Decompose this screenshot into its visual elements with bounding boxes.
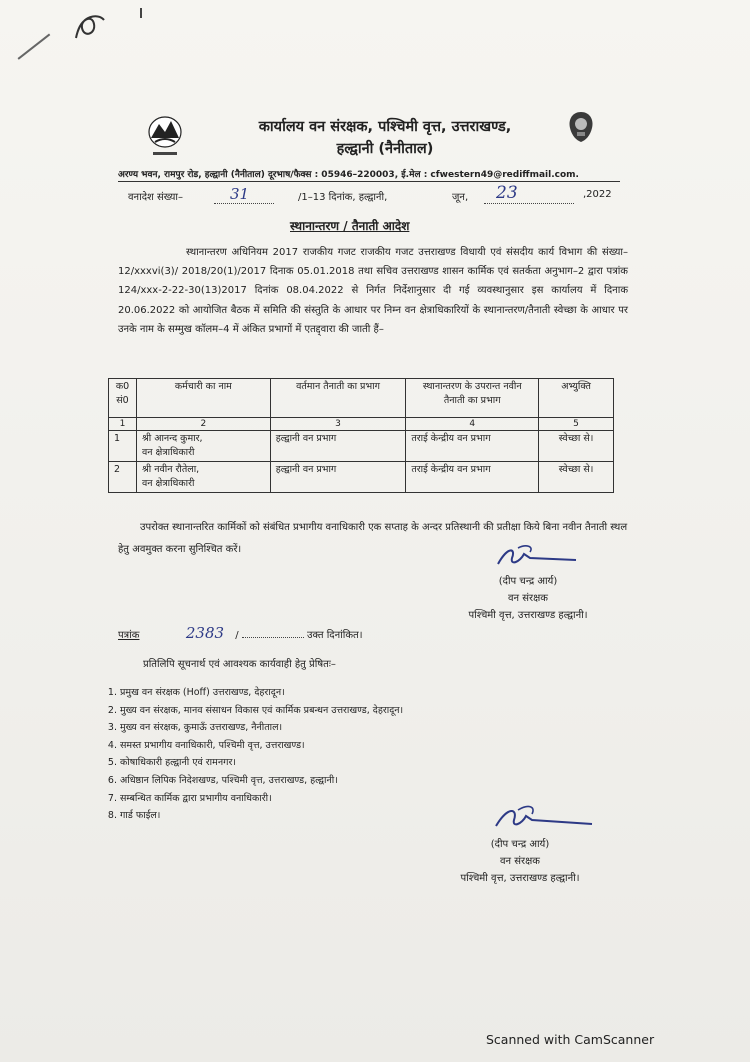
margin-stroke: [18, 34, 50, 60]
row-sno: 2: [109, 462, 137, 493]
col-number: 3: [270, 418, 406, 431]
signature-block-1: [438, 573, 618, 624]
row-employee-name: श्री नवीन रौतेला,: [141, 464, 200, 475]
header-sno: क0 सं0: [109, 379, 137, 418]
table-header-row: [109, 379, 614, 418]
closing-paragraph: उपरोक्त स्थानान्तरित कार्मिकों को संबंधित प्रभागीय वनाधिकारी एक सप्ताह के अन्दर प्रतिस्थानी की प्रतीक्षा किये बिना नवीन तैनाती स्थल हेतु अवमुक्त करना सुनिश्चित करें।: [118, 522, 628, 555]
list-item: 8. गार्ड फाईल।: [120, 807, 403, 825]
copy-intro: प्रतिलिपि सूचनार्थ एवं आवश्यक कार्यवाही हेतु प्रेषितः–: [143, 659, 336, 670]
office-title: [195, 116, 575, 160]
signatory-title: वन संरक्षक: [500, 856, 540, 867]
col-number: 5: [539, 418, 614, 431]
list-item: 2. मुख्य वन संरक्षक, मानव संसाधन विकास एवं कार्मिक प्रबन्धन उत्तराखण्ड, देहरादून।: [120, 702, 403, 720]
forest-department-logo-icon: [143, 112, 187, 160]
signature-scribble-2: [488, 802, 598, 838]
signatory-name: (दीप चन्द्र आर्य): [490, 839, 550, 850]
row-employee-designation: वन क्षेत्राधिकारी: [141, 478, 195, 489]
row-employee-name: श्री आनन्द कुमार,: [141, 433, 203, 444]
patrank-suffix: उक्त दिनांकित।: [306, 630, 363, 641]
order-year: ,2022: [583, 189, 612, 200]
signatory-office: पश्चिमी वृत्त, उत्तराखण्ड हल्द्वानी।: [460, 873, 580, 884]
col-number: 4: [406, 418, 539, 431]
scanner-watermark: Scanned with CamScanner: [486, 1032, 655, 1047]
col-number: 1: [109, 418, 137, 431]
row-new-division: तराई केन्द्रीय वन प्रभाग: [406, 431, 539, 462]
copy-recipient-list: [88, 684, 403, 825]
punch-mark: [140, 8, 142, 18]
order-series: /1–13 दिनांक, हल्द्वानी,: [298, 192, 388, 203]
table-column-number-row: [109, 418, 614, 431]
order-day-handwritten: 23: [496, 183, 518, 203]
table-row: [109, 462, 614, 493]
row-employee: [136, 462, 270, 493]
row-current-division: हल्द्वानी वन प्रभाग: [270, 462, 406, 493]
list-item: 1. प्रमुख वन संरक्षक (Hoff) उत्तराखण्ड, देहरादून।: [120, 684, 403, 702]
order-number-handwritten: 31: [230, 185, 250, 203]
patrank-number-handwritten: 2383: [185, 624, 225, 642]
header-current-division: वर्तमान तैनाती का प्रभाग: [270, 379, 406, 418]
list-item: 5. कोषाधिकारी हल्द्वानी एवं रामनगर।: [120, 754, 403, 772]
row-new-division: तराई केन्द्रीय वन प्रभाग: [406, 462, 539, 493]
signature-block-2: [420, 836, 620, 887]
contact-line: अरण्य भवन, रामपुर रोड, हल्द्वानी (नैनीताल) दूरभाष/फैक्स : 05946–220003, ई.मेल : cfwestern49@rediffmail.com.: [118, 170, 579, 180]
patrank-line: पत्रांक 2383 / उक्त दिनांकित।: [118, 624, 363, 642]
col-number: 2: [136, 418, 270, 431]
list-item: 3. मुख्य वन संरक्षक, कुमाऊँ उत्तराखण्ड, नैनीताल।: [120, 719, 403, 737]
row-employee-designation: वन क्षेत्राधिकारी: [141, 447, 195, 458]
signatory-title: वन संरक्षक: [508, 593, 548, 604]
order-heading: स्थानान्तरण / तैनाती आदेश: [290, 219, 410, 233]
signature-scribble-1: [490, 542, 580, 574]
header-name: कर्मचारी का नाम: [136, 379, 270, 418]
header-remark: अभ्युक्ति: [539, 379, 614, 418]
row-sno: 1: [109, 431, 137, 462]
list-item: 7. सम्बन्धित कार्मिक द्वारा प्रभागीय वनाधिकारी।: [120, 790, 403, 808]
order-month: जून,: [452, 192, 469, 203]
row-current-division: हल्द्वानी वन प्रभाग: [270, 431, 406, 462]
row-remark: स्वेच्छा से।: [539, 431, 614, 462]
order-number-row: [118, 183, 620, 205]
office-title-line2: हल्द्वानी (नैनीताल): [336, 141, 434, 157]
table-row: [109, 431, 614, 462]
list-item: 4. समस्त प्रभागीय वनाधिकारी, पश्चिमी वृत्त, उत्तराखण्ड।: [120, 737, 403, 755]
signatory-office: पश्चिमी वृत्त, उत्तराखण्ड हल्द्वानी।: [468, 610, 588, 621]
list-item: 6. अधिष्ठान लिपिक निदेशखण्ड, पश्चिमी वृत्त, उत्तराखण्ड, हल्द्वानी।: [120, 772, 403, 790]
patrank-label: पत्रांक: [118, 630, 140, 641]
office-title-line1: कार्यालय वन संरक्षक, पश्चिमी वृत्त, उत्तराखण्ड,: [258, 119, 512, 135]
row-employee: [136, 431, 270, 462]
transfer-table: [108, 378, 614, 493]
intro-paragraph: स्थानान्तरण अधिनियम 2017 राजकीय गजट राजकीय गजट उत्तराखण्ड विधायी एवं संसदीय कार्य विभाग की संख्या–12/xxxvi(3)/ 2018/20(1)/2017 दिनाक 05.01.2018 तथा सचिव उत्तराखण्ड शासन कार्मिक एवं सतर्कता अनुभाग–2 द्वारा पत्रांक 124/xxx-2-22-30(13)2017 दिनांक 08.04.2022 से निर्गत निर्देशानुसार दी गई व्यवस्थानुसार इस कार्यालय में दिनाक 20.06.2022 को आयोजित बैठक में समिति की संस्तुति के आधार पर निम्न वन क्षेत्राधिकारियों के स्थानान्तरण/तैनाती स्वेच्छा के आधार पर उनके नाम के सम्मुख कॉलम–4 में अंकित प्रभागों में एतद्द्वारा की जाती हैं–: [118, 247, 628, 335]
signatory-name: (दीप चन्द्र आर्य): [498, 576, 558, 587]
header-new-division: स्थानान्तरण के उपरान्त नवीन तैनाती का प्रभाग: [406, 379, 539, 418]
handwritten-corner-mark: [70, 8, 110, 48]
order-label: वनादेश संख्या–: [128, 192, 183, 203]
row-remark: स्वेच्छा से।: [539, 462, 614, 493]
header-divider: [118, 181, 620, 182]
